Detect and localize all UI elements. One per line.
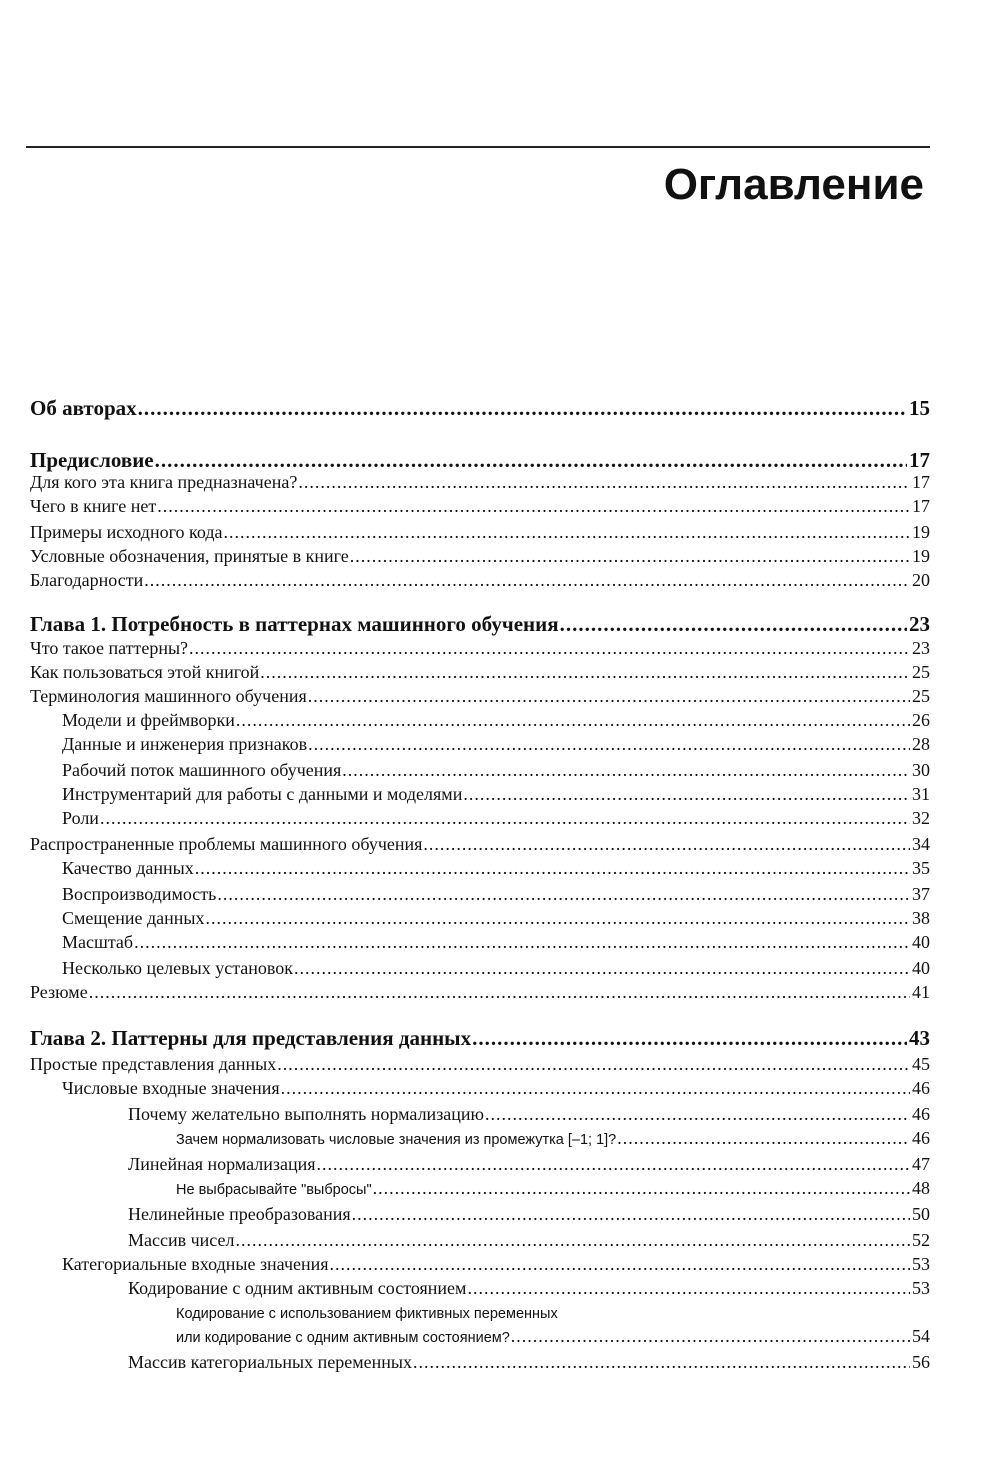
toc-entry[interactable] (30, 930, 930, 954)
toc-entry-page: 40 (912, 958, 930, 978)
toc-entry[interactable] (30, 396, 930, 420)
toc-entry[interactable] (30, 956, 930, 980)
toc-entry-label: Качество данных (62, 858, 194, 878)
toc-entry-label: Предисловие (30, 448, 154, 472)
toc-entry-page: 40 (912, 932, 930, 952)
leader-dots (281, 1076, 910, 1100)
leader-dots (277, 1052, 910, 1076)
toc-entry-page: 23 (909, 612, 930, 636)
toc-entry-label: или кодирование с одним активным состоянием? (176, 1330, 510, 1346)
toc-entry[interactable] (30, 980, 930, 1004)
toc-entry[interactable] (30, 782, 930, 806)
toc-entry-label: Воспроизводимость (62, 884, 217, 904)
toc-entry-page: 28 (912, 734, 930, 754)
toc-entry[interactable] (30, 1052, 930, 1076)
leader-dots (560, 612, 907, 636)
leader-dots (236, 708, 910, 732)
toc-entry[interactable] (30, 1152, 930, 1176)
toc-entry-page: 38 (912, 908, 930, 928)
toc-entry-label: Благодарности (30, 570, 144, 590)
leader-dots (260, 660, 910, 684)
leader-dots (350, 544, 910, 568)
toc-entry[interactable] (30, 1076, 930, 1100)
toc-entry-page: 37 (912, 884, 930, 904)
leader-dots (223, 520, 910, 544)
toc-entry[interactable] (30, 882, 930, 906)
toc-entry-continued[interactable] (30, 1302, 930, 1326)
toc-entry-label: Кодирование с использованием фиктивных переменных (176, 1306, 558, 1322)
toc-entry-page: 19 (912, 522, 930, 542)
toc-entry-page: 20 (912, 570, 930, 590)
leader-dots (298, 470, 910, 494)
toc-entry[interactable] (30, 1026, 930, 1050)
toc-entry-label: Линейная нормализация (128, 1154, 316, 1174)
toc-entry-page: 35 (912, 858, 930, 878)
toc-entry-page: 53 (912, 1278, 930, 1298)
toc-entry-label: Рабочий поток машинного обучения (62, 760, 342, 780)
toc-entry-label: Зачем нормализовать числовые значения из промежутка [–1; 1]? (176, 1132, 617, 1148)
toc-entry[interactable] (30, 684, 930, 708)
leader-dots (294, 956, 910, 980)
toc-entry-label: Кодирование с одним активным состоянием (128, 1278, 467, 1298)
toc-entry-page: 54 (912, 1326, 930, 1346)
toc-entry[interactable] (30, 494, 930, 518)
toc-entry-page: 17 (912, 496, 930, 516)
leader-dots (485, 1102, 910, 1126)
toc-entry-page: 17 (909, 448, 930, 472)
toc-entry-label: Модели и фреймворки (62, 710, 235, 730)
leader-dots (157, 494, 910, 518)
toc-entry[interactable] (30, 732, 930, 756)
header-rule (26, 146, 930, 148)
toc-entry-page: 50 (912, 1204, 930, 1224)
toc-entry-label: Примеры исходного кода (30, 522, 223, 542)
leader-dots (617, 1126, 910, 1150)
toc-entry-label: Простые представления данных (30, 1054, 277, 1074)
toc-entry-page: 31 (912, 784, 930, 804)
toc-entry-label: Не выбрасывайте "выбросы" (176, 1182, 372, 1198)
toc-entry-page: 53 (912, 1254, 930, 1274)
leader-dots (413, 1350, 910, 1374)
toc-entry-label: Глава 2. Паттерны для представления данных (30, 1026, 472, 1050)
leader-dots (423, 832, 910, 856)
toc-entry[interactable] (30, 1102, 930, 1126)
toc-entry-page: 15 (909, 396, 930, 420)
toc-entry-label: Роли (62, 808, 99, 828)
toc-entry[interactable] (30, 612, 930, 636)
leader-dots (89, 980, 910, 1004)
toc-entry[interactable] (30, 544, 930, 568)
toc-entry-page: 45 (912, 1054, 930, 1074)
leader-dots (217, 882, 910, 906)
toc-entry-page: 32 (912, 808, 930, 828)
leader-dots (100, 806, 910, 830)
toc-entry[interactable] (30, 448, 930, 472)
toc-entry-label: Несколько целевых установок (62, 958, 294, 978)
toc-entry-label: Для кого эта книга предназначена? (30, 472, 298, 492)
toc-entry-page: 46 (912, 1128, 930, 1148)
toc-entry[interactable] (30, 856, 930, 880)
toc-entry-label: Массив чисел (128, 1230, 235, 1250)
leader-dots (308, 732, 910, 756)
toc-entry[interactable] (30, 1350, 930, 1374)
toc-entry-page: 56 (912, 1352, 930, 1372)
leader-dots (206, 906, 911, 930)
toc-entry-label: Числовые входные значения (62, 1078, 280, 1098)
toc-entry-page: 17 (912, 472, 930, 492)
toc-entry[interactable] (30, 470, 930, 494)
toc-entry[interactable] (30, 1126, 930, 1150)
toc-entry-page: 34 (912, 834, 930, 854)
toc-entry-label: Чего в книге нет (30, 496, 157, 516)
toc-entry-label: Что такое паттерны? (30, 638, 189, 658)
toc-entry-label: Как пользоваться этой книгой (30, 662, 260, 682)
toc-entry-label: Смещение данных (62, 908, 205, 928)
toc-entry-label: Распространенные проблемы машинного обучения (30, 834, 423, 854)
toc-entry[interactable] (30, 660, 930, 684)
toc-entry-page: 25 (912, 662, 930, 682)
toc-entry-page: 48 (912, 1178, 930, 1198)
toc-entry-page: 41 (912, 982, 930, 1002)
leader-dots (373, 1176, 910, 1200)
leader-dots (235, 1228, 910, 1252)
leader-dots (342, 758, 910, 782)
toc-entry-label: Об авторах (30, 396, 137, 420)
leader-dots (155, 448, 907, 472)
toc-entry-label: Резюме (30, 982, 88, 1002)
toc-entry[interactable] (30, 1252, 930, 1276)
toc-entry-page: 26 (912, 710, 930, 730)
toc-entry[interactable] (30, 806, 930, 830)
toc-entry-page: 30 (912, 760, 930, 780)
leader-dots (511, 1324, 910, 1348)
leader-dots (189, 636, 910, 660)
toc-entry[interactable] (30, 568, 930, 592)
toc-entry-page: 46 (912, 1078, 930, 1098)
leader-dots (138, 396, 907, 420)
leader-dots (308, 684, 910, 708)
toc-entry-label: Массив категориальных переменных (128, 1352, 412, 1372)
toc-entry-page: 25 (912, 686, 930, 706)
toc-entry[interactable] (30, 758, 930, 782)
toc-entry-label: Инструментарий для работы с данными и моделями (62, 784, 463, 804)
toc-entry-label: Терминология машинного обучения (30, 686, 307, 706)
toc-entry[interactable] (30, 708, 930, 732)
toc-entry-label: Глава 1. Потребность в паттернах машинного обучения (30, 612, 559, 636)
leader-dots (467, 1276, 910, 1300)
toc-entry[interactable] (30, 636, 930, 660)
toc-entry[interactable] (30, 832, 930, 856)
toc-entry[interactable] (30, 1202, 930, 1226)
toc-entry-label: Условные обозначения, принятые в книге (30, 546, 349, 566)
leader-dots (472, 1026, 907, 1050)
toc-entry-page: 43 (909, 1026, 930, 1050)
toc-entry[interactable] (30, 1324, 930, 1348)
toc-entry[interactable] (30, 1276, 930, 1300)
toc-entry-page: 19 (912, 546, 930, 566)
toc-entry[interactable] (30, 520, 930, 544)
toc-entry-page: 52 (912, 1230, 930, 1250)
toc-entry-label: Категориальные входные значения (62, 1254, 329, 1274)
toc-entry-page: 23 (912, 638, 930, 658)
toc-entry-label: Нелинейные преобразования (128, 1204, 351, 1224)
leader-dots (463, 782, 910, 806)
page-title: Оглавление (663, 160, 924, 209)
leader-dots (352, 1202, 910, 1226)
leader-dots (144, 568, 910, 592)
toc-entry-label: Данные и инженерия признаков (62, 734, 308, 754)
leader-dots (317, 1152, 910, 1176)
toc-entry-label: Масштаб (62, 932, 134, 952)
toc-entry-page: 46 (912, 1104, 930, 1124)
leader-dots (330, 1252, 910, 1276)
toc-entry-page: 47 (912, 1154, 930, 1174)
toc-entry-label: Почему желательно выполнять нормализацию (128, 1104, 485, 1124)
leader-dots (195, 856, 910, 880)
leader-dots (134, 930, 910, 954)
toc-entry[interactable] (30, 1228, 930, 1252)
toc-entry[interactable] (30, 906, 930, 930)
toc-entry[interactable] (30, 1176, 930, 1200)
